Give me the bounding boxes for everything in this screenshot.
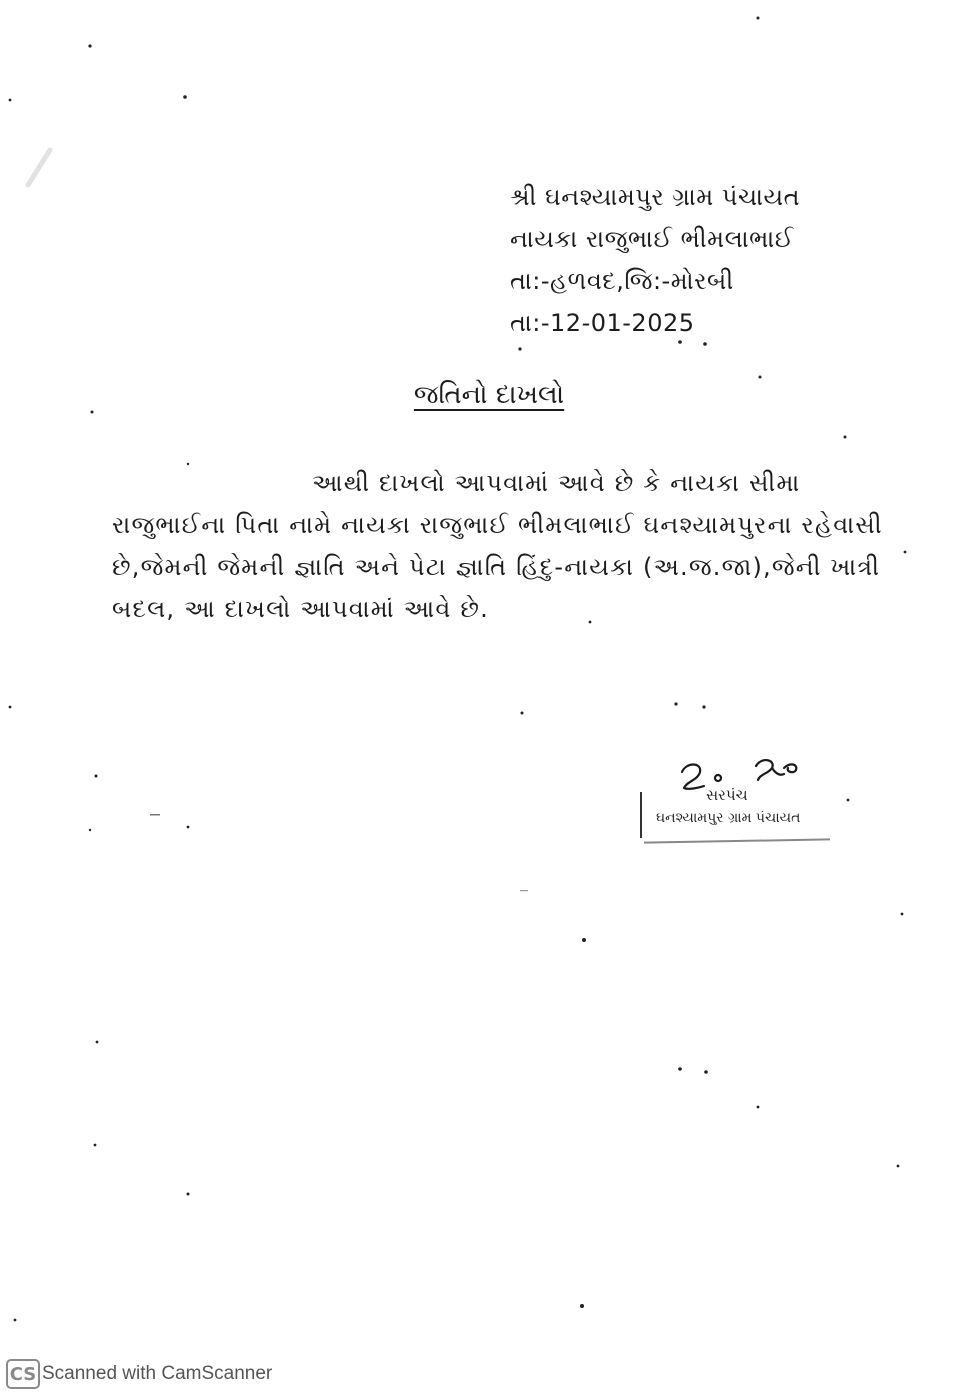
camscanner-text: Scanned with CamScanner xyxy=(42,1363,273,1384)
document-title-text: જતિનો દાખલો xyxy=(413,380,565,410)
stamp-panchayat-name: ઘનશ્યામપુર ગ્રામ પંચાયત xyxy=(656,810,801,826)
document-title xyxy=(0,380,978,411)
stamp-designation: સરપંચ xyxy=(706,786,748,804)
body-line-3: છે,જેમની જેમની જ્ઞાતિ અને પેટા જ્ઞાતિ હિંદુ-નાયકા (અ.જ.જા),જેની ખાત્રી xyxy=(112,553,881,581)
sender-header xyxy=(510,176,850,344)
header-sarpanch-name: નાયકા રાજુભાઈ ભીમલાભાઈ xyxy=(510,225,794,253)
body-line-2: રાજુભાઈના પિતા નામે નાયકા રાજુભાઈ ભીમલાભાઈ ઘનશ્યામપુરના રહેવાસી xyxy=(112,511,883,539)
body-line-1: આથી દાખલો આપવામાં આવે છે કે નાયકા સીમા xyxy=(312,469,801,497)
camscanner-logo: CS xyxy=(6,1359,40,1389)
header-taluka-district: તા:-હળવદ,જિ:-મોરબી xyxy=(510,267,734,295)
certificate-body xyxy=(112,462,883,630)
header-date: તા:-12-01-2025 xyxy=(510,309,695,337)
header-panchayat-name: શ્રી ઘનશ્યામપુર ગ્રામ પંચાયત xyxy=(510,183,801,211)
body-line-4: બદલ, આ દાખલો આપવામાં આવે છે. xyxy=(112,595,489,623)
camscanner-watermark xyxy=(6,1356,272,1392)
stamp-bottom-border xyxy=(644,838,830,843)
sarpanch-stamp xyxy=(640,786,830,854)
stamp-left-border xyxy=(640,792,642,838)
